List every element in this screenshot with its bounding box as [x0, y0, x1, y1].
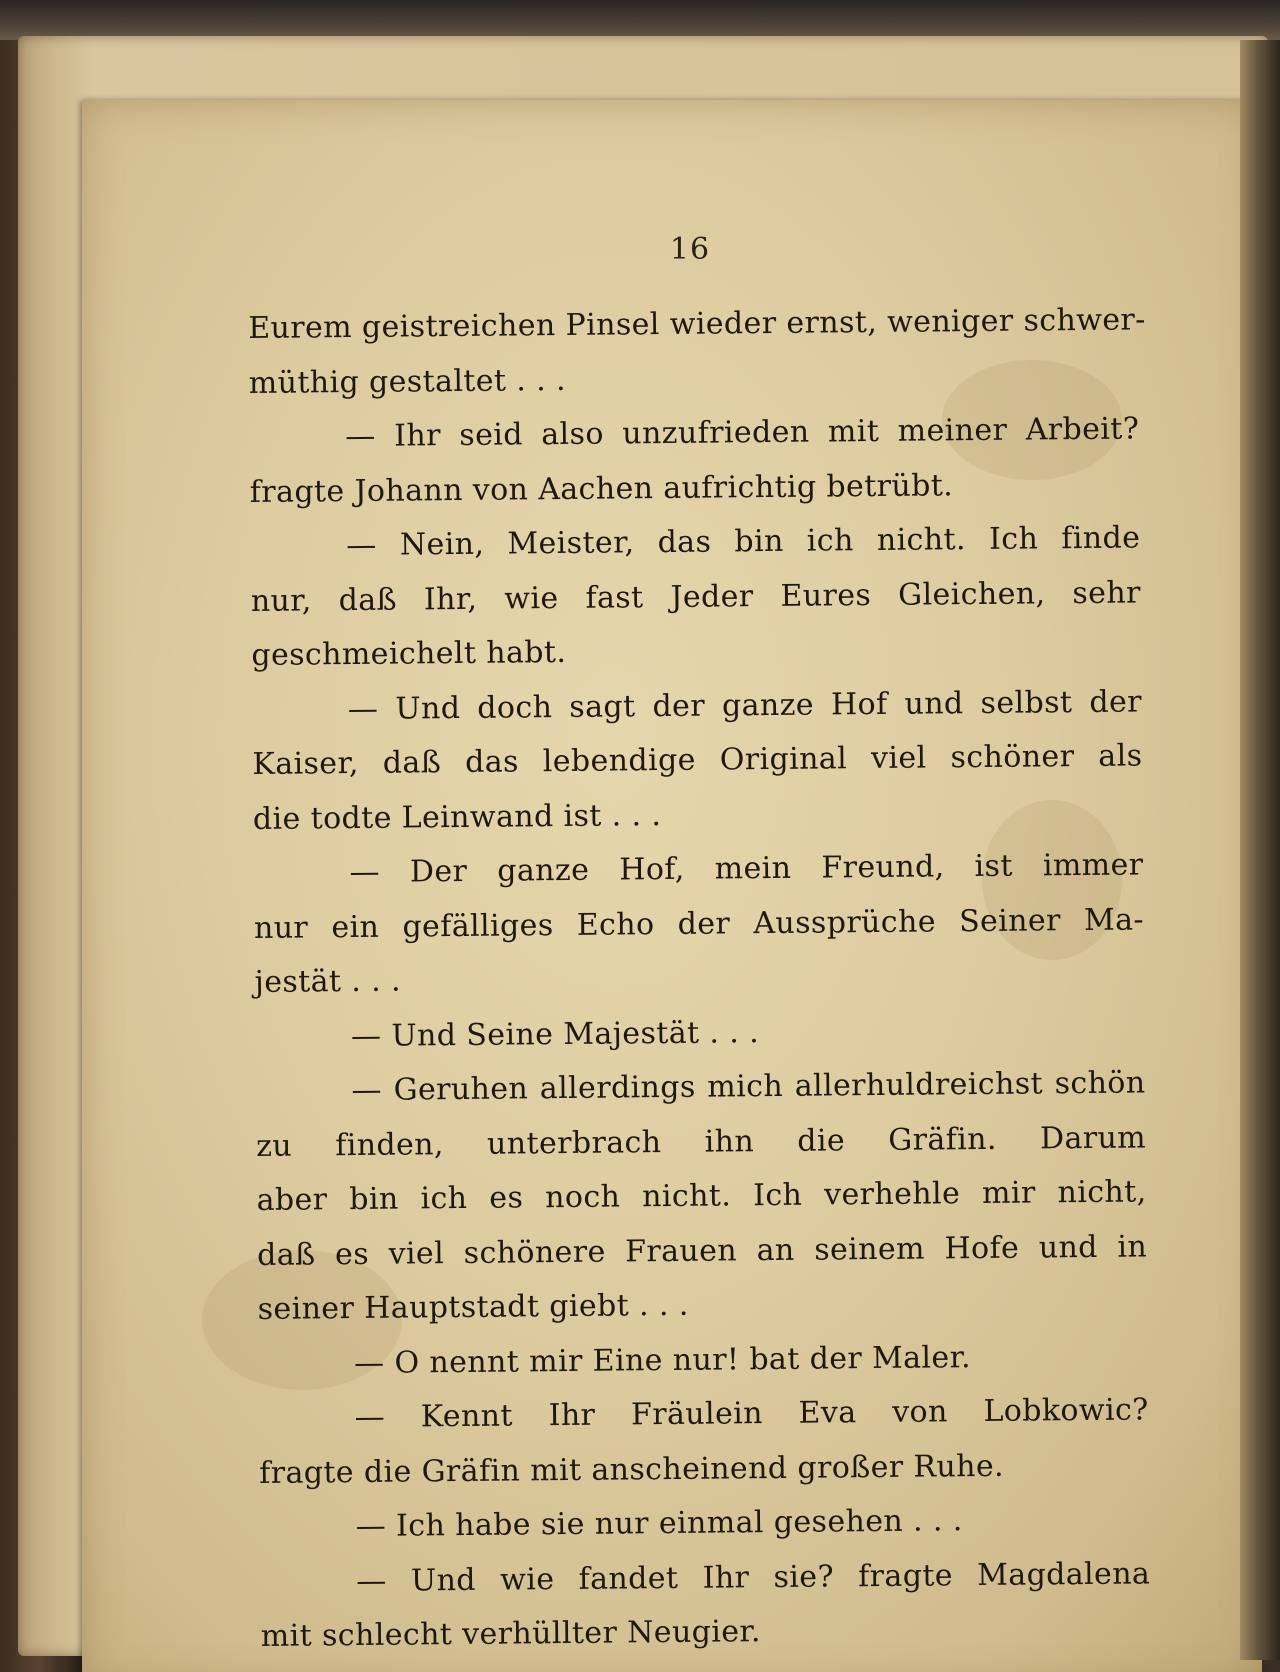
text-line: — Kennt Ihr Fräulein Eva von Lobkowic?: [354, 1392, 1149, 1436]
text-line: müthig gestaltet . . .: [248, 362, 567, 401]
text-line: Kaiser, daß das lebendige Original viel schöner als: [252, 738, 1143, 782]
text-line: fragte Johann von Aachen aufrichtig betrübt.: [249, 467, 954, 510]
page-number: 16: [669, 232, 711, 267]
text-line: — Der ganze Hof, mein Freund, ist immer: [349, 847, 1144, 891]
page-edge-right: [1240, 40, 1280, 1660]
text-line: — Und Seine Majestät . . .: [350, 1014, 760, 1054]
text-line: — Und doch sagt der ganze Hof und selbst der: [347, 683, 1143, 727]
book-cover-edge: [0, 0, 1280, 40]
text-line: — Nein, Meister, das bin ich nicht. Ich finde: [346, 520, 1141, 564]
text-line: — Ihr seid also unzufrieden mit meiner Arbeit?: [345, 411, 1140, 455]
text-line: nur ein gefälliges Echo der Aussprüche Seiner Ma-: [253, 901, 1145, 946]
text-line: nur, daß Ihr, wie fast Jeder Eures Gleichen, sehr: [250, 574, 1141, 619]
body-text: [248, 293, 1151, 1664]
text-line: — O nennt mir Eine nur! bat der Maler.: [354, 1339, 972, 1381]
text-line: geschmeichelt habt.: [251, 634, 567, 673]
text-line: seiner Hauptstadt giebt . . .: [257, 1287, 689, 1327]
text-line: — Geruhen allerdings mich allerhuldreichst schön: [351, 1065, 1146, 1109]
text-line: Eurem geistreichen Pinsel wieder ernst, weniger schwer-: [248, 302, 1146, 346]
text-line: jestät . . .: [254, 963, 402, 1000]
text-line: daß es viel schönere Frauen an seinem Hofe und in: [256, 1228, 1148, 1273]
text-line: — Und wie fandet Ihr sie? fragte Magdalena: [356, 1555, 1151, 1599]
text-line: — Ich habe sie nur einmal gesehen . . .: [355, 1503, 963, 1545]
text-line: mit schlecht verhüllter Neugier.: [260, 1614, 762, 1654]
text-line: fragte die Gräfin mit anscheinend großer Ruhe.: [259, 1448, 1005, 1491]
text-line: die todte Leinwand ist . . .: [252, 797, 662, 837]
text-line: zu finden, unterbrach ihn die Gräfin. Darum: [255, 1119, 1147, 1164]
text-line: aber bin ich es noch nicht. Ich verhehle mir nicht,: [256, 1174, 1147, 1218]
